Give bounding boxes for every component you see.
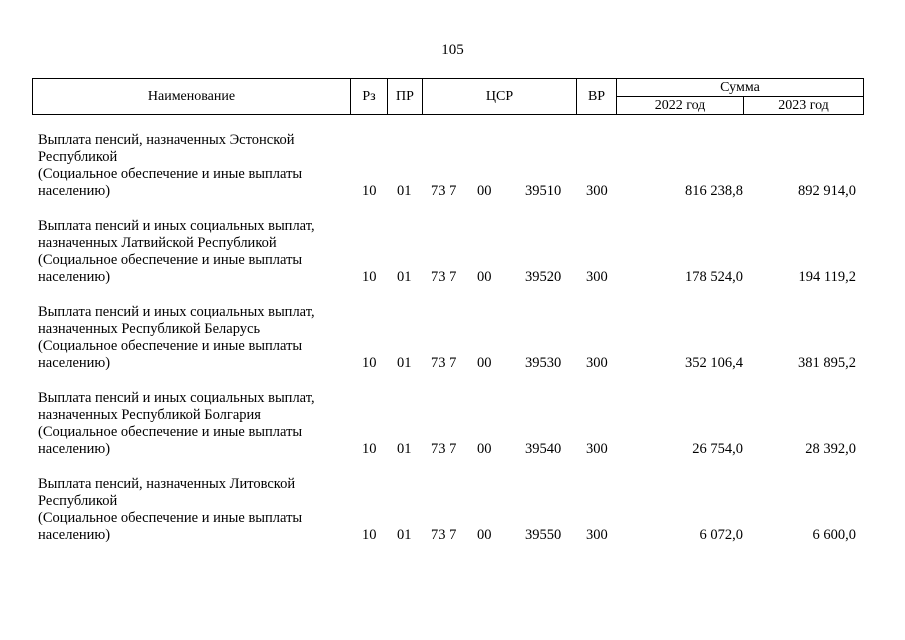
cell-sum-2022: 6 072,0 bbox=[699, 527, 743, 543]
header-sum: Сумма bbox=[617, 79, 864, 97]
cell-sum-2023: 194 119,2 bbox=[798, 269, 856, 285]
cell-vr: 300 bbox=[586, 441, 608, 457]
row-name bbox=[38, 218, 338, 286]
row-name-line: (Социальное обеспечение и иные выплаты bbox=[38, 252, 303, 268]
cell-csr-subprogram: 00 bbox=[477, 269, 492, 285]
table-row bbox=[0, 304, 905, 384]
cell-csr-program: 73 7 bbox=[431, 441, 457, 457]
row-name-line: населению) bbox=[38, 527, 111, 543]
cell-csr-direction: 39540 bbox=[525, 441, 562, 457]
cell-csr-direction: 39530 bbox=[525, 355, 562, 371]
row-name-line: населению) bbox=[38, 441, 111, 457]
row-name-line: населению) bbox=[38, 183, 111, 199]
cell-csr-direction: 39520 bbox=[525, 269, 562, 285]
row-name-line: (Социальное обеспечение и иные выплаты bbox=[38, 424, 303, 440]
row-name-line: Выплата пенсий, назначенных Литовской bbox=[38, 476, 296, 492]
cell-csr-program: 73 7 bbox=[431, 269, 457, 285]
row-name-line: назначенных Республикой Беларусь bbox=[38, 321, 261, 337]
row-name bbox=[38, 390, 338, 458]
table-header bbox=[32, 78, 864, 115]
cell-rz: 10 bbox=[362, 527, 377, 543]
page-number: 105 bbox=[441, 42, 464, 58]
table-row bbox=[0, 218, 905, 298]
row-name-line: Выплата пенсий и иных социальных выплат, bbox=[38, 390, 315, 406]
row-name bbox=[38, 476, 338, 544]
row-name-line: назначенных Республикой Болгария bbox=[38, 407, 261, 423]
cell-csr-subprogram: 00 bbox=[477, 183, 492, 199]
row-name-line: (Социальное обеспечение и иные выплаты bbox=[38, 510, 303, 526]
row-name-line: Выплата пенсий и иных социальных выплат, bbox=[38, 218, 315, 234]
row-name-line: назначенных Латвийской Республикой bbox=[38, 235, 277, 251]
cell-pr: 01 bbox=[397, 355, 412, 371]
cell-pr: 01 bbox=[397, 269, 412, 285]
cell-rz: 10 bbox=[362, 441, 377, 457]
header-year-2023: 2023 год bbox=[744, 97, 864, 115]
cell-csr-program: 73 7 bbox=[431, 355, 457, 371]
row-name bbox=[38, 304, 338, 372]
cell-pr: 01 bbox=[397, 527, 412, 543]
cell-vr: 300 bbox=[586, 527, 608, 543]
cell-csr-program: 73 7 bbox=[431, 527, 457, 543]
cell-rz: 10 bbox=[362, 355, 377, 371]
cell-sum-2022: 816 238,8 bbox=[685, 183, 743, 199]
header-vr: ВР bbox=[577, 79, 617, 115]
cell-csr-subprogram: 00 bbox=[477, 441, 492, 457]
table-row bbox=[0, 390, 905, 470]
header-year-2022: 2022 год bbox=[617, 97, 744, 115]
table-row bbox=[0, 132, 905, 212]
cell-rz: 10 bbox=[362, 183, 377, 199]
cell-sum-2022: 178 524,0 bbox=[685, 269, 743, 285]
row-name-line: Республикой bbox=[38, 149, 118, 165]
cell-sum-2023: 6 600,0 bbox=[812, 527, 856, 543]
cell-sum-2023: 28 392,0 bbox=[805, 441, 856, 457]
row-name-line: населению) bbox=[38, 269, 111, 285]
cell-csr-program: 73 7 bbox=[431, 183, 457, 199]
header-csr: ЦСР bbox=[423, 79, 577, 115]
header-rz: Рз bbox=[351, 79, 388, 115]
cell-sum-2023: 892 914,0 bbox=[798, 183, 856, 199]
table-row bbox=[0, 476, 905, 556]
header-name: Наименование bbox=[33, 79, 351, 115]
cell-pr: 01 bbox=[397, 183, 412, 199]
row-name-line: Республикой bbox=[38, 493, 118, 509]
row-name-line: населению) bbox=[38, 355, 111, 371]
cell-vr: 300 bbox=[586, 355, 608, 371]
cell-csr-subprogram: 00 bbox=[477, 355, 492, 371]
cell-sum-2023: 381 895,2 bbox=[798, 355, 856, 371]
cell-sum-2022: 26 754,0 bbox=[692, 441, 743, 457]
cell-rz: 10 bbox=[362, 269, 377, 285]
cell-csr-direction: 39510 bbox=[525, 183, 562, 199]
cell-csr-direction: 39550 bbox=[525, 527, 562, 543]
row-name bbox=[38, 132, 338, 200]
cell-vr: 300 bbox=[586, 183, 608, 199]
row-name-line: (Социальное обеспечение и иные выплаты bbox=[38, 338, 303, 354]
cell-csr-subprogram: 00 bbox=[477, 527, 492, 543]
row-name-line: (Социальное обеспечение и иные выплаты bbox=[38, 166, 303, 182]
cell-vr: 300 bbox=[586, 269, 608, 285]
row-name-line: Выплата пенсий и иных социальных выплат, bbox=[38, 304, 315, 320]
row-name-line: Выплата пенсий, назначенных Эстонской bbox=[38, 132, 295, 148]
cell-sum-2022: 352 106,4 bbox=[685, 355, 743, 371]
header-pr: ПР bbox=[388, 79, 423, 115]
cell-pr: 01 bbox=[397, 441, 412, 457]
